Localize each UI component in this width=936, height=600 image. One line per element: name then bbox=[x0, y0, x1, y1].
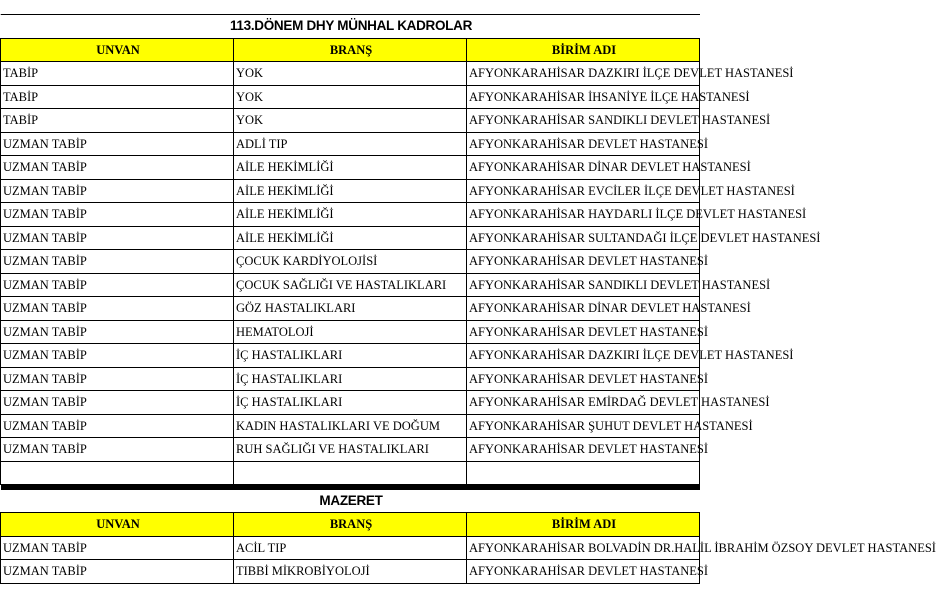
table-row bbox=[1, 367, 700, 391]
unvan-cell[interactable]: UZMAN TABİP bbox=[1, 203, 234, 227]
brans-cell[interactable]: ÇOCUK KARDİYOLOJİSİ bbox=[234, 250, 467, 274]
brans-cell[interactable]: AİLE HEKİMLİĞİ bbox=[234, 226, 467, 250]
table-row bbox=[1, 297, 700, 321]
unvan-cell[interactable]: UZMAN TABİP bbox=[1, 391, 234, 415]
table-row bbox=[1, 391, 700, 415]
birim-adi-cell[interactable]: AFYONKARAHİSAR EVCİLER İLÇE DEVLET HASTANESİ bbox=[467, 179, 700, 203]
table-row bbox=[1, 203, 700, 227]
unvan-cell[interactable]: UZMAN TABİP bbox=[1, 536, 234, 560]
birim-adi-cell[interactable]: AFYONKARAHİSAR DEVLET HASTANESİ bbox=[467, 438, 700, 462]
brans-header: BRANŞ bbox=[234, 513, 467, 537]
brans-cell[interactable]: GÖZ HASTALIKLARI bbox=[234, 297, 467, 321]
birim-adi-cell[interactable]: AFYONKARAHİSAR SANDIKLI DEVLET HASTANESİ bbox=[467, 273, 700, 297]
unvan-cell[interactable]: UZMAN TABİP bbox=[1, 560, 234, 584]
brans-cell[interactable]: AİLE HEKİMLİĞİ bbox=[234, 156, 467, 180]
unvan-header: UNVAN bbox=[1, 513, 234, 537]
unvan-cell[interactable]: UZMAN TABİP bbox=[1, 132, 234, 156]
unvan-cell[interactable]: UZMAN TABİP bbox=[1, 414, 234, 438]
unvan-cell[interactable]: TABİP bbox=[1, 109, 234, 133]
birim-adi-cell[interactable]: AFYONKARAHİSAR DİNAR DEVLET HASTANESİ bbox=[467, 297, 700, 321]
brans-cell[interactable]: ÇOCUK SAĞLIĞI VE HASTALIKLARI bbox=[234, 273, 467, 297]
brans-cell[interactable]: AİLE HEKİMLİĞİ bbox=[234, 203, 467, 227]
section1-header-row bbox=[1, 38, 700, 62]
unvan-cell[interactable]: UZMAN TABİP bbox=[1, 226, 234, 250]
unvan-cell[interactable]: TABİP bbox=[1, 85, 234, 109]
birim-adi-cell[interactable]: AFYONKARAHİSAR İHSANİYE İLÇE HASTANESİ bbox=[467, 85, 700, 109]
section2-title: MAZERET bbox=[1, 489, 700, 513]
table-row bbox=[1, 62, 700, 86]
table-row bbox=[1, 156, 700, 180]
birim-adi-cell[interactable]: AFYONKARAHİSAR DEVLET HASTANESİ bbox=[467, 132, 700, 156]
section1-title: 113.DÖNEM DHY MÜNHAL KADROLAR bbox=[1, 15, 700, 39]
sheet-top-row bbox=[0, 0, 700, 15]
birim-adi-cell[interactable]: AFYONKARAHİSAR DAZKIRI İLÇE DEVLET HASTANESİ bbox=[467, 344, 700, 368]
birim-adi-cell[interactable]: AFYONKARAHİSAR DİNAR DEVLET HASTANESİ bbox=[467, 156, 700, 180]
table-row bbox=[1, 109, 700, 133]
brans-cell[interactable]: YOK bbox=[234, 109, 467, 133]
brans-cell[interactable]: KADIN HASTALIKLARI VE DOĞUM bbox=[234, 414, 467, 438]
table-row bbox=[1, 414, 700, 438]
table-row bbox=[1, 85, 700, 109]
unvan-cell[interactable]: UZMAN TABİP bbox=[1, 273, 234, 297]
birim-adi-cell[interactable]: AFYONKARAHİSAR DEVLET HASTANESİ bbox=[467, 560, 700, 584]
birim-adi-cell[interactable]: AFYONKARAHİSAR EMİRDAĞ DEVLET HASTANESİ bbox=[467, 391, 700, 415]
unvan-cell[interactable]: UZMAN TABİP bbox=[1, 297, 234, 321]
brans-cell[interactable]: HEMATOLOJİ bbox=[234, 320, 467, 344]
birim-adi-cell[interactable]: AFYONKARAHİSAR ŞUHUT DEVLET HASTANESİ bbox=[467, 414, 700, 438]
table-row bbox=[1, 179, 700, 203]
birim-adi-cell[interactable]: AFYONKARAHİSAR DEVLET HASTANESİ bbox=[467, 367, 700, 391]
unvan-cell[interactable]: UZMAN TABİP bbox=[1, 344, 234, 368]
brans-cell[interactable]: İÇ HASTALIKLARI bbox=[234, 367, 467, 391]
table-row bbox=[1, 250, 700, 274]
birim-adi-cell[interactable]: AFYONKARAHİSAR SANDIKLI DEVLET HASTANESİ bbox=[467, 109, 700, 133]
unvan-cell[interactable]: UZMAN TABİP bbox=[1, 320, 234, 344]
birim-adi-cell[interactable]: AFYONKARAHİSAR BOLVADİN DR.HALİL İBRAHİM ÖZSOY DEVLET HASTANESİ bbox=[467, 536, 700, 560]
empty-row bbox=[1, 461, 700, 484]
empty-cell[interactable] bbox=[1, 461, 234, 484]
section2-header-row bbox=[1, 513, 700, 537]
brans-header: BRANŞ bbox=[234, 38, 467, 62]
birim-adi-cell[interactable]: AFYONKARAHİSAR HAYDARLI İLÇE DEVLET HASTANESİ bbox=[467, 203, 700, 227]
brans-cell[interactable]: ACİL TIP bbox=[234, 536, 467, 560]
empty-cell[interactable] bbox=[234, 461, 467, 484]
table-row bbox=[1, 344, 700, 368]
birim-adi-cell[interactable]: AFYONKARAHİSAR DEVLET HASTANESİ bbox=[467, 320, 700, 344]
unvan-cell[interactable]: UZMAN TABİP bbox=[1, 250, 234, 274]
birim-adi-cell[interactable]: AFYONKARAHİSAR DEVLET HASTANESİ bbox=[467, 250, 700, 274]
brans-cell[interactable]: İÇ HASTALIKLARI bbox=[234, 391, 467, 415]
section2-title-row bbox=[1, 489, 700, 513]
table-row bbox=[1, 536, 700, 560]
table-row bbox=[1, 132, 700, 156]
table-row bbox=[1, 560, 700, 584]
vacancy-table bbox=[0, 14, 936, 584]
birim-adi-header: BİRİM ADI bbox=[467, 513, 700, 537]
table-row bbox=[1, 320, 700, 344]
brans-cell[interactable]: İÇ HASTALIKLARI bbox=[234, 344, 467, 368]
unvan-cell[interactable]: UZMAN TABİP bbox=[1, 156, 234, 180]
unvan-cell[interactable]: UZMAN TABİP bbox=[1, 367, 234, 391]
unvan-cell[interactable]: TABİP bbox=[1, 62, 234, 86]
unvan-cell[interactable]: UZMAN TABİP bbox=[1, 438, 234, 462]
table-row bbox=[1, 226, 700, 250]
brans-cell[interactable]: YOK bbox=[234, 62, 467, 86]
unvan-cell[interactable]: UZMAN TABİP bbox=[1, 179, 234, 203]
brans-cell[interactable]: AİLE HEKİMLİĞİ bbox=[234, 179, 467, 203]
birim-adi-cell[interactable]: AFYONKARAHİSAR SULTANDAĞI İLÇE DEVLET HASTANESİ bbox=[467, 226, 700, 250]
table-row bbox=[1, 438, 700, 462]
birim-adi-header: BİRİM ADI bbox=[467, 38, 700, 62]
table-row bbox=[1, 273, 700, 297]
brans-cell[interactable]: TIBBİ MİKROBİYOLOJİ bbox=[234, 560, 467, 584]
empty-cell[interactable] bbox=[467, 461, 700, 484]
section1-title-row bbox=[1, 15, 700, 39]
brans-cell[interactable]: ADLİ TIP bbox=[234, 132, 467, 156]
birim-adi-cell[interactable]: AFYONKARAHİSAR DAZKIRI İLÇE DEVLET HASTANESİ bbox=[467, 62, 700, 86]
unvan-header: UNVAN bbox=[1, 38, 234, 62]
brans-cell[interactable]: YOK bbox=[234, 85, 467, 109]
brans-cell[interactable]: RUH SAĞLIĞI VE HASTALIKLARI bbox=[234, 438, 467, 462]
